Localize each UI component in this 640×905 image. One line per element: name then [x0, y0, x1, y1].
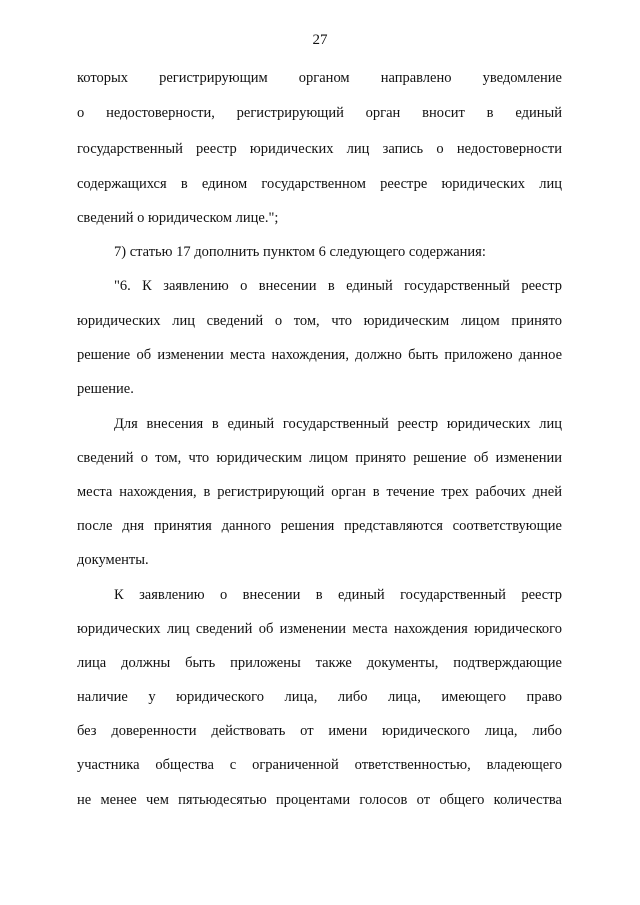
text-line: решение. [77, 381, 134, 397]
text-line: документы. [77, 552, 149, 568]
text-line: участника общества с ограниченной ответственностью, владеющего [77, 757, 562, 773]
text-line: решение об изменении места нахождения, должно быть приложено данное [77, 347, 562, 363]
text-line: К заявлению о внесении в единый государственный реестр [114, 587, 562, 603]
text-line: места нахождения, в регистрирующий орган в течение трех рабочих дней [77, 484, 562, 500]
text-line: без доверенности действовать от имени юридического лица, либо [77, 723, 562, 739]
text-line: сведений о том, что юридическим лицом принято решение об изменении [77, 450, 562, 466]
text-line: после дня принятия данного решения представляются соответствующие [77, 518, 562, 534]
text-line: 7) статью 17 дополнить пунктом 6 следующего содержания: [114, 244, 486, 260]
text-line: не менее чем пятьюдесятью процентами голосов от общего количества [77, 792, 562, 808]
text-line: наличие у юридического лица, либо лица, имеющего право [77, 689, 562, 705]
text-line: сведений о юридическом лице."; [77, 210, 279, 226]
text-line: юридических лиц сведений о том, что юридическим лицом принято [77, 313, 562, 329]
text-line: которых регистрирующим органом направлено уведомление [77, 70, 562, 86]
text-line: содержащихся в едином государственном реестре юридических лиц [77, 176, 562, 192]
text-line: о недостоверности, регистрирующий орган вносит в единый [77, 105, 562, 121]
text-line: лица должны быть приложены также документы, подтверждающие [77, 655, 562, 671]
page-number: 27 [312, 32, 328, 48]
text-line: "6. К заявлению о внесении в единый государственный реестр [114, 278, 562, 294]
text-line: юридических лиц сведений об изменении места нахождения юридического [77, 621, 562, 637]
text-line: государственный реестр юридических лиц запись о недостоверности [77, 141, 562, 157]
text-line: Для внесения в единый государственный реестр юридических лиц [114, 416, 562, 432]
